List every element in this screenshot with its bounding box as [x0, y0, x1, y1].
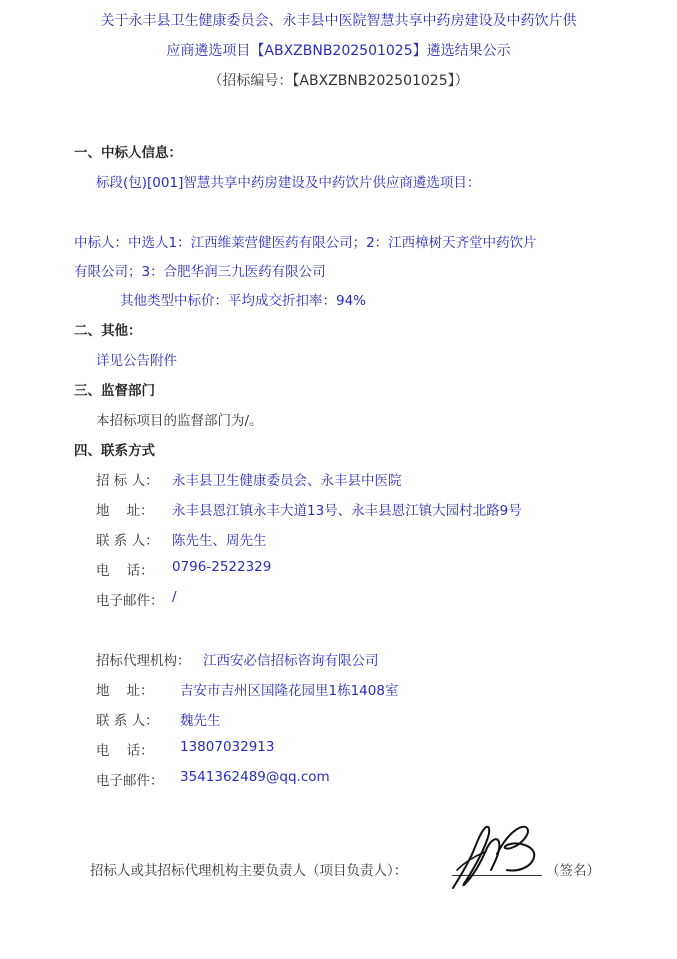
price-line: 其他类型中标价：平均成交折扣率：94% [120, 293, 367, 309]
tenderer-contact-label: 联 系 人： [96, 533, 159, 549]
tender-number: （招标编号：【ABXZBNB202501025】） [208, 73, 469, 89]
tenderer-phone: 0796-2522329 [172, 559, 272, 575]
agency-contact-label: 联 系 人： [96, 713, 159, 729]
tenderer-name: 永丰县卫生健康委员会、永丰县中医院 [172, 473, 402, 489]
winner-line-2: 有限公司；3：合肥华润三九医药有限公司 [74, 264, 326, 280]
signature-stroke-2 [497, 827, 534, 871]
lot-line: 标段(包)[001]智慧共享中药房建设及中药饮片供应商遴选项目： [96, 175, 481, 191]
tenderer-name-label: 招 标 人： [96, 473, 159, 489]
agency-name: 江西安必信招标咨询有限公司 [203, 653, 379, 669]
section2-content: 详见公告附件 [96, 353, 177, 369]
handwritten-signature [445, 818, 555, 898]
section4-heading: 四、联系方式 [74, 443, 155, 459]
tenderer-phone-label: 电 话： [96, 563, 154, 579]
agency-email-label: 电子邮件： [96, 773, 164, 789]
section1-heading: 一、中标人信息： [74, 145, 182, 161]
document-title-line2: 应商遴选项目【ABXZBNB202501025】遴选结果公示 [166, 43, 511, 59]
tenderer-address: 永丰县恩江镇永丰大道13号、永丰县恩江镇大园村北路9号 [172, 503, 522, 519]
tenderer-email-label: 电子邮件： [96, 593, 164, 609]
document-title-line1: 关于永丰县卫生健康委员会、永丰县中医院智慧共享中药房建设及中药饮片供 [100, 13, 577, 29]
signature-label: 招标人或其招标代理机构主要负责人（项目负责人）： [90, 863, 408, 879]
agency-email: 3541362489@qq.com [180, 769, 330, 785]
agency-contact: 魏先生 [180, 713, 221, 729]
winner-line-1: 中标人：中选人1：江西维莱营健医药有限公司；2：江西樟树天齐堂中药饮片 [74, 235, 537, 251]
tenderer-email: / [172, 589, 177, 605]
signature-suffix: （签名） [546, 863, 600, 879]
agency-phone-label: 电 话： [96, 743, 154, 759]
section2-heading: 二、其他： [74, 323, 142, 339]
tenderer-contact: 陈先生、周先生 [172, 533, 267, 549]
section3-content: 本招标项目的监督部门为/。 [96, 413, 263, 429]
tenderer-address-label: 地 址： [96, 503, 154, 519]
agency-address-label: 地 址： [96, 683, 154, 699]
agency-address: 吉安市吉州区国隆花园里1栋1408室 [180, 683, 399, 699]
agency-name-label: 招标代理机构： [96, 653, 191, 669]
signature-stroke-1 [453, 827, 499, 888]
section3-heading: 三、监督部门 [74, 383, 155, 399]
agency-phone: 13807032913 [180, 739, 275, 755]
